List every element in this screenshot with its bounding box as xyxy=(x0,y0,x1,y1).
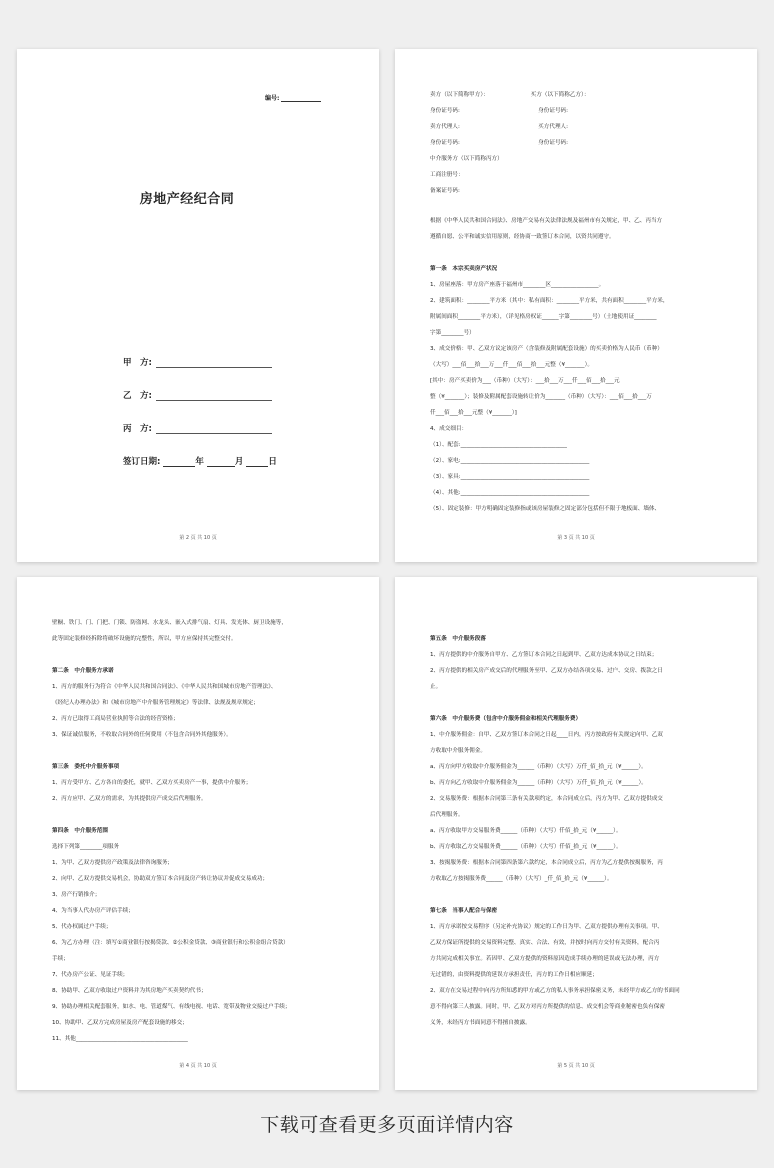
body-line: 字第________号） xyxy=(430,330,475,336)
contract-page-cover xyxy=(17,49,379,562)
body-line: 身份证号码: 身份证号码: xyxy=(430,140,569,146)
party-a-blank xyxy=(156,358,272,368)
body-line: 卖方代理人: 买方代理人: xyxy=(430,124,569,130)
body-line: 4、为当事人代办房产评估手续； xyxy=(52,908,134,914)
body-line: 此等固定装修经拆除将破坏设施的完整性，所以，甲方应保持其完整交付。 xyxy=(52,636,237,642)
body-line: 1、为甲、乙双方提供房产政策及法律咨询服务； xyxy=(52,860,174,866)
body-line: 无过错的，由资料提供的延误方承担责任，丙方的工作日相应顺延； xyxy=(430,972,598,978)
body-line: 8、协助甲、乙双方收取过户资料并为其房地产买卖契约代书； xyxy=(52,988,207,994)
body-line: 5、代办权属过户手续； xyxy=(52,924,112,930)
body-line: 后代理服务。 xyxy=(430,812,464,818)
contract-number-text: 编号: xyxy=(265,95,280,102)
section-heading: 第三条 委托中介服务事项 xyxy=(52,764,120,770)
body-line: 方收取中介服务佣金。 xyxy=(430,748,486,754)
month-blank xyxy=(207,457,235,467)
body-line: 3、成交价格：甲、乙双方议定该房产（含装修及附属配套设施）的买卖价格为人民币（币种） xyxy=(430,346,663,352)
body-line: 3、保证诚信服务，不收取合同外的任何费用（不包含合同外其他服务）。 xyxy=(52,732,232,738)
body-line: 附属间面积________平方米），（详见格房权证______字第________号）（土地使用证________ xyxy=(430,314,657,320)
contract-number-label xyxy=(265,93,321,102)
body-line: 2、建筑面积：________平方米（其中：私有面积：________平方米，共有面积________平方米， xyxy=(430,298,669,304)
body-line: a、丙方向甲方收取中介服务佣金为______（币种）（大写）万仟_佰_拾_元（¥______）。 xyxy=(430,764,647,770)
party-c-blank xyxy=(156,424,272,434)
body-line: 工商注册号： xyxy=(430,172,464,178)
body-line: b、丙方向乙方收取中介服务佣金为______（币种）（大写）万仟_佰_拾_元（¥______）。 xyxy=(430,780,647,786)
year-blank xyxy=(163,457,195,467)
body-line: 7、代办房产公证、见证手续； xyxy=(52,972,129,978)
year-label: 年 xyxy=(195,457,204,467)
download-more-caption[interactable]: 下载可查看更多页面详情内容 xyxy=(260,1114,514,1136)
month-label: 月 xyxy=(234,457,244,467)
body-line: 2、双方在交易过程中向丙方所知悉的甲方或乙方的私人事务承担保密义务，未经甲方或乙方的书面同 xyxy=(430,988,680,994)
body-line: 2、向甲、乙双方提供交易机会，协助双方签订本合同及房产转让协议并促成交易成功； xyxy=(52,876,269,882)
body-line: （3）、家具:______________________________________________ xyxy=(430,474,590,480)
body-line: （1）、配套:______________________________________ xyxy=(430,442,567,448)
body-line: 1、中介服务佣金：自甲、乙双方签订本合同之日起____日内，丙方按政府有关规定向甲、乙双 xyxy=(430,732,663,738)
body-line: 身份证号码: 身份证号码: xyxy=(430,108,569,114)
body-line: 1、丙方提供的中介服务自甲方、乙方签订本合同之日起到甲、乙双方达成本协议之日结束； xyxy=(430,652,658,658)
body-line: 备案证号码: xyxy=(430,188,460,194)
section-heading: 第五条 中介服务段落 xyxy=(430,636,486,642)
contract-page-4 xyxy=(395,577,757,1090)
section-heading: 第六条 中介服务费（包含中介服务佣金和相关代理服务费） xyxy=(430,716,582,722)
body-line: 1、房屋座落：甲方房产座落于福州市________区_________________。 xyxy=(430,282,605,288)
contract-page-3 xyxy=(17,577,379,1090)
body-line: （4）、其他:______________________________________________ xyxy=(430,490,590,496)
contract-page-2 xyxy=(395,49,757,562)
body-line: （大写）___佰___拾___万___仟___佰___拾___元整（¥_______）。 xyxy=(430,362,593,368)
body-line: 1、丙方承诺按交易程序（另定补充协议）规定的工作日为甲、乙双方提供办理有关事项。甲、 xyxy=(430,924,663,930)
party-b-blank xyxy=(156,391,272,401)
party-c-label: 丙 方: xyxy=(123,424,152,434)
body-line: 止。 xyxy=(430,684,442,690)
sign-date-label: 签订日期: xyxy=(123,457,161,467)
body-line: 2、丙方提供的相关房产成交后的代理服务至甲、乙双方办结各项交易、过户、交房、拨款之日 xyxy=(430,668,663,674)
body-line: 3、房产行销推介； xyxy=(52,892,101,898)
page-footer: 第 5 页 共 10 页 xyxy=(557,1063,595,1069)
body-line: 仟___佰___拾___元整（¥_______）] xyxy=(430,410,517,416)
party-a-label: 甲 方: xyxy=(123,358,152,368)
body-line: 9、协助办理相关配套服务，如水、电、管道煤气、有线电视、电话、宽带及物业交接过户手续； xyxy=(52,1004,291,1010)
party-c-row xyxy=(123,422,272,434)
body-line: 2、交易服务费：根据本合同第三条有关款项约定，本合同成立后，丙方为甲、乙双方提供成交 xyxy=(430,796,663,802)
body-line: 卖方（以下简称甲方）： 买方（以下简称乙方）： xyxy=(430,92,590,98)
contract-title: 房地产经纪合同 xyxy=(139,192,235,207)
body-line: 1、丙方的服务行为符合《中华人民共和国合同法》、《中华人民共和国城市房地产管理法》、 xyxy=(52,684,277,690)
page-footer: 第 4 页 共 10 页 xyxy=(179,1063,217,1069)
body-line: 选择下列第________项服务 xyxy=(52,844,120,850)
page-footer: 第 3 页 共 10 页 xyxy=(557,535,595,541)
body-line: 乙双方保证所提供的交易资料完整、真实、合法、有效，并按时向丙方交付有关资料，配合丙 xyxy=(430,940,660,946)
body-line: b、丙方收取乙方交易服务费______（币种）（大写）仟佰_拾_元（¥______）。 xyxy=(430,844,622,850)
body-line: 3、按揭服务费：根据本合同第四条第六款约定，本合同成立后，丙方为乙方提供按揭服务，丙 xyxy=(430,860,663,866)
day-blank xyxy=(246,457,268,467)
sign-date-row xyxy=(123,455,277,467)
body-line: 《经纪人办理办法》和《城市房地产中介服务管理规定》等法律、法规及规章规定； xyxy=(52,700,259,706)
body-line: [其中：房产买卖价为___（币种）（大写）：___拾___万___仟___佰___拾___元 xyxy=(430,378,620,384)
body-line: 2、丙方已取得工商局营业执照等合法的经营资格； xyxy=(52,716,179,722)
body-line: （5）、固定装修：甲方明确固定装修指或该房屋装修之固定部分包括但不限于地板面、墙体、 xyxy=(430,506,661,512)
section-heading: 第一条 本宗买卖房产状况 xyxy=(430,266,498,272)
body-line: 整（¥_______）；装修及附属配套设施转让价为_______（币种）（大写）：___佰___拾___万 xyxy=(430,394,652,400)
body-line: a、丙方收取甲方交易服务费______（币种）（大写）仟佰_拾_元（¥______）。 xyxy=(430,828,622,834)
party-b-label: 乙 方: xyxy=(123,391,152,401)
section-heading: 第四条 中介服务范围 xyxy=(52,828,108,834)
body-line: 壁橱、铁门、门、门把、门锁、防盗网、水龙头、嵌入式排气扇、灯具、发光体、厨卫设施等， xyxy=(52,620,287,626)
body-line: 11、其他________________________________________ xyxy=(52,1036,188,1042)
body-line: 10、协助甲、乙双方完成房屋及房产配套设施的移交； xyxy=(52,1020,188,1026)
body-line: 遵循自愿、公平和诚实信用原则，经协商一致签订本合同，以资共同遵守。 xyxy=(430,234,615,240)
page-footer: 第 2 页 共 10 页 xyxy=(179,535,217,541)
section-heading: 第二条 中介服务方承诺 xyxy=(52,668,114,674)
body-line: （2）、家电:______________________________________________ xyxy=(430,458,590,464)
body-line: 方共同完成相关事宜。若因甲、乙双方提供的资料原因造成手续办理的延误或无法办理，丙方 xyxy=(430,956,660,962)
body-line: 6、为乙方办理（注：填写①商业银行按揭贷款、②公积金贷款、③商业银行和公积金组合贷款） xyxy=(52,940,289,946)
party-b-row xyxy=(123,389,272,401)
body-line: 义务，未经丙方书面同意不得擅自披露。 xyxy=(430,1020,531,1026)
party-a-row xyxy=(123,356,272,368)
body-line: 根据《中华人民共和国合同法》、房地产交易有关法律法规及福州市有关规定，甲、乙、丙当方 xyxy=(430,218,663,224)
contract-number-blank xyxy=(281,95,321,102)
day-label: 日 xyxy=(268,457,277,467)
body-line: 4、成交细目： xyxy=(430,426,468,432)
body-line: 方收取乙方按揭服务费______（币种）（大写）_仟_佰_拾_元（¥______）。 xyxy=(430,876,613,882)
body-line: 手续； xyxy=(52,956,69,962)
body-line: 意不得向第三人披露。同时，甲、乙双方对丙方所提供的信息、成交机会等商业秘密也负有保密 xyxy=(430,1004,665,1010)
section-heading: 第七条 当事人配合与保密 xyxy=(430,908,498,914)
body-line: 中介服务方（以下简称丙方） xyxy=(430,156,503,162)
body-line: 2、丙方应甲、乙双方的需求，为其提供房产成交后代理服务。 xyxy=(52,796,207,802)
body-line: 1、丙方受甲方、乙方各自的委托，就甲、乙双方买卖房产一事，提供中介服务； xyxy=(52,780,252,786)
